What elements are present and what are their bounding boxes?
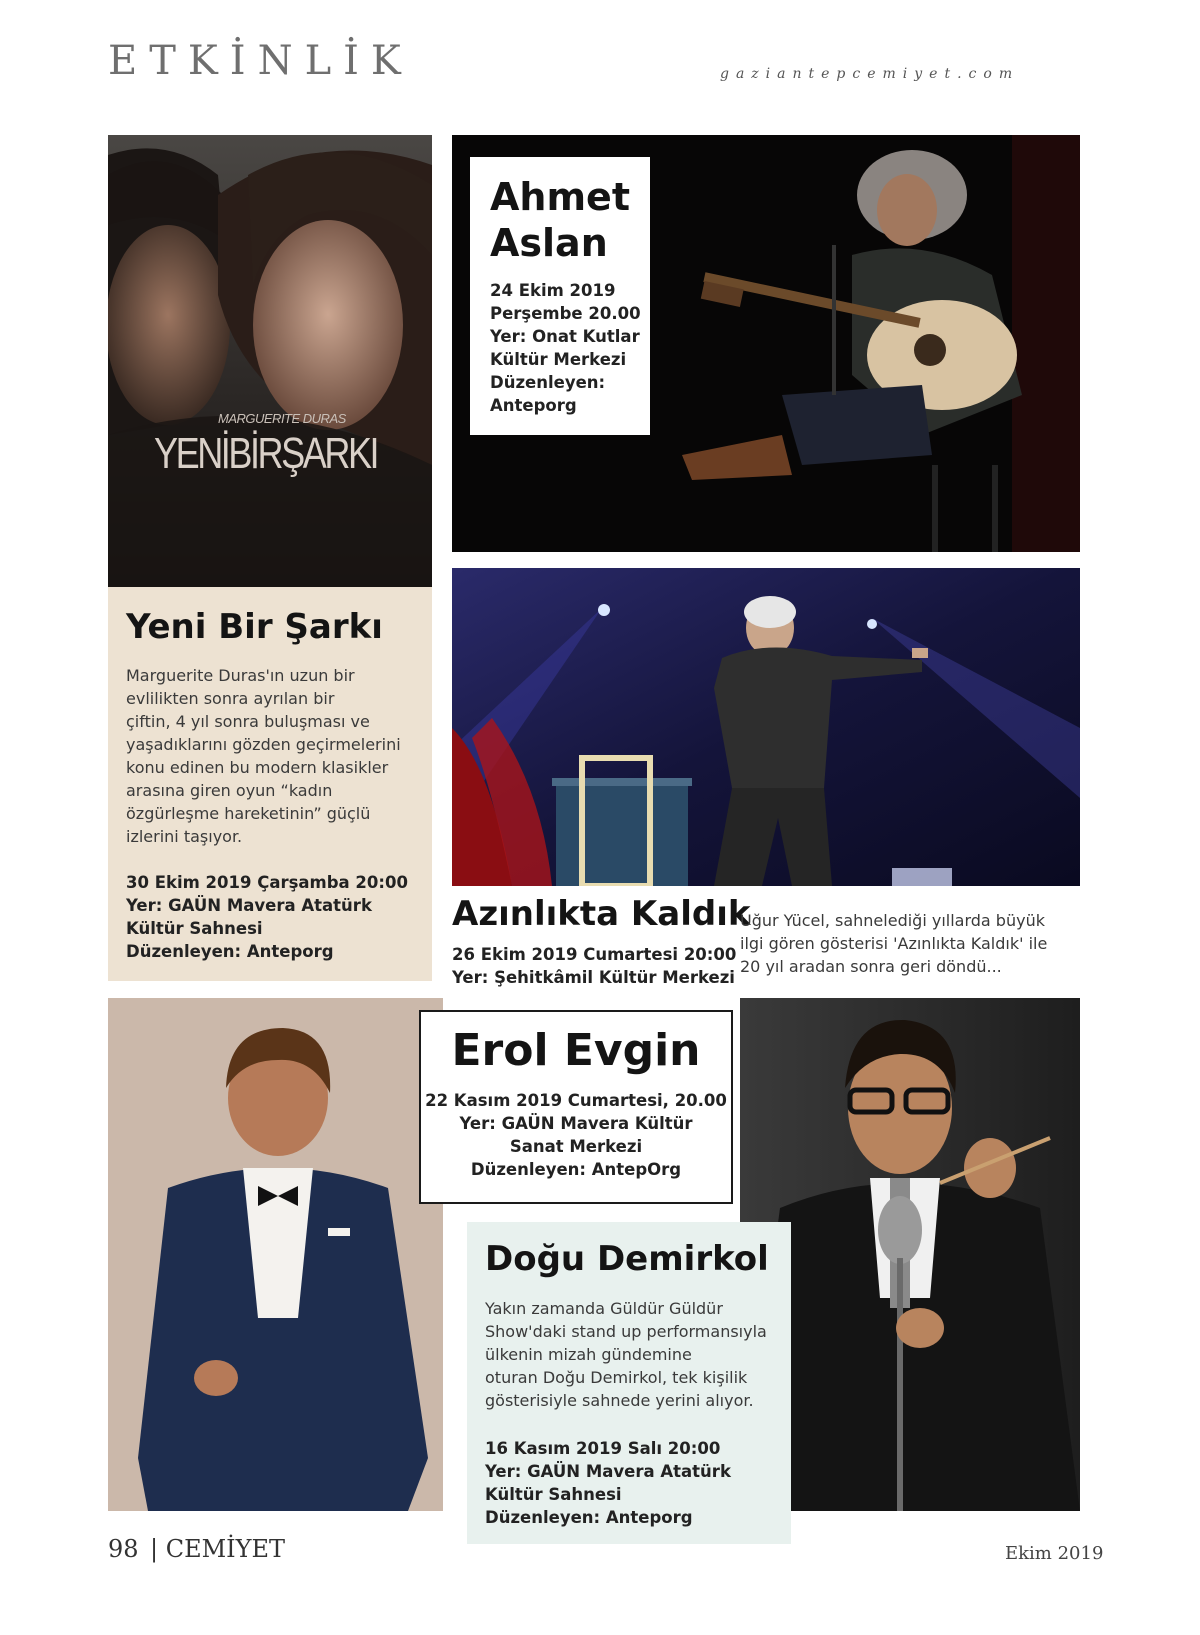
erol-evgin-title: Erol Evgin [451, 1025, 701, 1076]
erol-evgin-photo [108, 998, 443, 1511]
poster-credit: MARGUERITE DURAS [218, 411, 346, 426]
magazine-brand: | CEMİYET [150, 1535, 286, 1563]
azinlikta-kaldik-info: 26 Ekim 2019 Cumartesi 20:00 Yer: Şehitkâmil Kültür Merkezi [452, 945, 737, 987]
page-number: 98 [108, 1535, 139, 1563]
issue-date: Ekim 2019 [1005, 1543, 1104, 1564]
yeni-bir-sarki-description: Marguerite Duras'ın uzun bir evlilikten sonra ayrılan bir çiftin, 4 yıl sonra buluşması ve yaşadıklarını gözden geçirmelerini konu edinen bu modern klasikler arasına giren oyun “kadın özgürleşme hareketinin” güçlü izlerini taşıyor. [126, 666, 401, 846]
erol-evgin-info: 22 Kasım 2019 Cumartesi, 20.00 Yer: GAÜN Mavera Kültür Sanat Merkezi Düzenleyen: AntepOrg [425, 1091, 727, 1179]
yeni-bir-sarki-title: Yeni Bir Şarkı [126, 607, 383, 647]
yeni-bir-sarki-info: 30 Ekim 2019 Çarşamba 20:00 Yer: GAÜN Mavera Atatürk Kültür Sahnesi Düzenleyen: Anteporg [126, 873, 408, 961]
poster-title: YENİBİRŞARKI [154, 429, 378, 478]
ahmet-aslan-title: Ahmet Aslan [490, 175, 630, 265]
azinlikta-kaldik-photo [452, 568, 1080, 886]
dogu-demirkol-title: Doğu Demirkol [485, 1239, 769, 1279]
dogu-demirkol-description: Yakın zamanda Güldür Güldür Show'daki stand up performansıyla ülkenin mizah gündemine oturan Doğu Demirkol, tek kişilik gösterisiyle sahnede yerini alıyor. [485, 1299, 767, 1410]
azinlikta-kaldik-title: Azınlıkta Kaldık [452, 894, 751, 934]
ahmet-aslan-info: 24 Ekim 2019 Perşembe 20.00 Yer: Onat Kutlar Kültür Merkezi Düzenleyen: Anteporg [490, 281, 641, 415]
section-title: ETKİNLİK [108, 38, 413, 84]
site-url: gaziantepcemiyet.com [720, 66, 1020, 82]
azinlikta-kaldik-description: Uğur Yücel, sahnelediği yıllarda büyük ilgi gören gösterisi 'Azınlıkta Kaldık' ile 20 yıl aradan sonra geri döndü... [740, 911, 1048, 976]
yeni-bir-sarki-poster [108, 135, 432, 587]
dogu-demirkol-info: 16 Kasım 2019 Salı 20:00 Yer: GAÜN Mavera Atatürk Kültür Sahnesi Düzenleyen: Anteporg [485, 1439, 731, 1527]
dogu-demirkol-photo [740, 998, 1080, 1511]
